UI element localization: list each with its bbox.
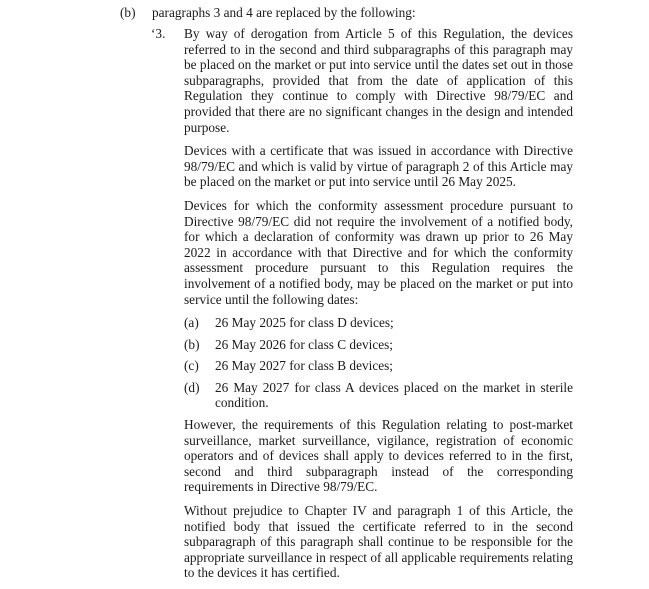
list-item bbox=[184, 337, 573, 353]
list-item bbox=[184, 358, 573, 374]
paragraph-body bbox=[184, 26, 573, 589]
list-item bbox=[184, 380, 573, 411]
subparagraph-5: Without prejudice to Chapter IV and paragraph 1 of this Article, the notified body that issued the certificate referred to in the second subparagraph of this paragraph shall continue to be responsible for the appropriate surveillance in respect of all applicable requirements relating to the devices it has certified. bbox=[184, 503, 573, 581]
point-intro-text: paragraphs 3 and 4 are replaced by the following: bbox=[152, 5, 416, 20]
list-item-text: 26 May 2025 for class D devices; bbox=[215, 315, 394, 331]
subparagraph-2: Devices with a certificate that was issued in accordance with Directive 98/79/EC and which is valid by virtue of paragraph 2 of this Article may be placed on the market or put into service until 26 May 2025. bbox=[184, 143, 573, 190]
subparagraph-1: By way of derogation from Article 5 of this Regulation, the devices referred to in the second and third subparagraphs of this paragraph may be placed on the market or put into service until the dates set out in those subparagraphs, provided that from the date of application of this Regulation they continue to comply with Directive 98/79/EC and provided that there are no significant changes in the design and intended purpose. bbox=[184, 26, 573, 135]
list-item-text: 26 May 2026 for class C devices; bbox=[215, 336, 393, 352]
list-item-label: (d) bbox=[184, 379, 200, 395]
list-item-text: 26 May 2027 for class B devices; bbox=[215, 358, 393, 374]
dates-list bbox=[184, 315, 573, 411]
list-item-label: (c) bbox=[184, 358, 199, 374]
list-item-label: (a) bbox=[184, 315, 199, 331]
subparagraph-4: However, the requirements of this Regulation relating to post-market surveillance, market surveillance, vigilance, registration of economic operators and of devices shall apply to devices referred to in the first, second and third subparagraph instead of the corresponding requirements in Directive 98/79/EC. bbox=[184, 417, 573, 495]
list-item bbox=[184, 315, 573, 331]
paragraph-number: ‘3. bbox=[151, 26, 166, 41]
point-label: (b) bbox=[120, 5, 136, 20]
list-item-label: (b) bbox=[184, 336, 200, 352]
subparagraph-3: Devices for which the conformity assessment procedure pursuant to Directive 98/79/EC did not require the involvement of a notified body, for which a declaration of conformity was drawn up prior to 26 May 2022 in accordance with that Directive and for which the conformity assessment procedure pursuant to this Regulation requires the involvement of a notified body, may be placed on the market or put into service until the following dates: bbox=[184, 197, 573, 307]
list-item-text: 26 May 2027 for class A devices placed on the market in sterile condition. bbox=[215, 379, 573, 411]
